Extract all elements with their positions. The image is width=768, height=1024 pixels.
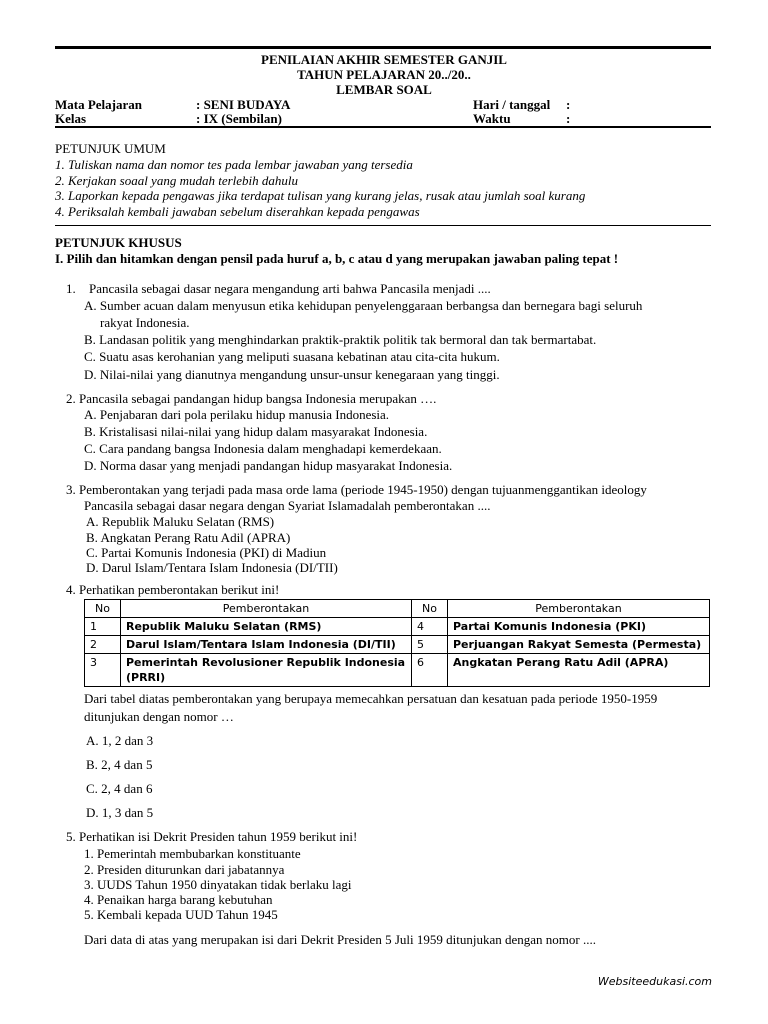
table-cell: 5 xyxy=(412,636,448,654)
table-cell: Republik Maluku Selatan (RMS) xyxy=(121,618,412,636)
option-c: C. 2, 4 dan 6 xyxy=(86,781,153,796)
day-value: : xyxy=(566,97,571,112)
general-heading: PETUNJUK UMUM xyxy=(55,141,166,156)
option-a: A. Republik Maluku Selatan (RMS) xyxy=(86,514,275,529)
option-a-continued: rakyat Indonesia. xyxy=(100,315,190,330)
question-4-follow-continued: ditunjukan dengan nomor … xyxy=(84,709,234,724)
option-b: B. Angkatan Perang Ratu Adil (APRA) xyxy=(86,530,291,545)
option-d: D. Norma dasar yang menjadi pandangan hidup masyarakat Indonesia. xyxy=(84,458,453,473)
general-item: 2. Kerjakan soaal yang mudah terlebih dahulu xyxy=(55,173,299,188)
exam-title: PENILAIAN AKHIR SEMESTER GANJIL xyxy=(261,52,507,67)
question-4-text: 4. Perhatikan pemberontakan berikut ini! xyxy=(66,582,280,597)
option-d: D. 1, 3 dan 5 xyxy=(86,805,154,820)
question-2-text: 2. Pancasila sebagai pandangan hidup bangsa Indonesia merupakan …. xyxy=(66,391,437,406)
table-row xyxy=(85,654,710,687)
question-5-text: 5. Perhatikan isi Dekrit Presiden tahun 1959 berikut ini! xyxy=(66,829,358,844)
question-number: 1. xyxy=(66,281,76,296)
option-d: D. Nilai-nilai yang dianutnya mengandung unsur-unsur kenegaraan yang tinggi. xyxy=(84,367,500,382)
option-a: A. Penjabaran dari pola perilaku hidup manusia Indonesia. xyxy=(84,407,390,422)
table-cell: Pemerintah Revolusioner Republik Indonesia (PRRI) xyxy=(121,654,412,687)
option-c: C. Suatu asas kerohanian yang meliputi suasana kebatinan atau cita-cita hukum. xyxy=(84,349,500,364)
website-footer: Websiteedukasi.com xyxy=(597,975,712,988)
question-1-text: Pancasila sebagai dasar negara mengandung arti bahwa Pancasila menjadi .... xyxy=(89,281,491,296)
table-cell: 4 xyxy=(412,618,448,636)
question-3-text-continued: Pancasila sebagai dasar negara dengan Syariat Islamadalah pemberontakan .... xyxy=(84,498,491,513)
question-4-follow: Dari tabel diatas pemberontakan yang berupaya memecahkan persatuan dan kesatuan pada periode 1950-1959 xyxy=(84,691,658,706)
list-item: 2. Presiden diturunkan dari jabatannya xyxy=(84,862,285,877)
special-heading: PETUNJUK KHUSUS xyxy=(55,235,182,250)
question-3-text: 3. Pemberontakan yang terjadi pada masa orde lama (periode 1945-1950) dengan tujuanmenggantikan ideology xyxy=(66,482,647,497)
option-a: A. Sumber acuan dalam menyusun etika kehidupan penyelenggaraan berbangsa dan bernegara bagi seluruh xyxy=(84,298,643,313)
list-item: 1. Pemerintah membubarkan konstituante xyxy=(84,846,301,861)
subject-label: Mata Pelajaran xyxy=(55,97,143,112)
table-row xyxy=(85,636,710,654)
table-cell: Partai Komunis Indonesia (PKI) xyxy=(448,618,710,636)
question-5-follow: Dari data di atas yang merupakan isi dari Dekrit Presiden 5 Juli 1959 ditunjukan dengan nomor .... xyxy=(84,932,596,947)
general-item: 4. Periksalah kembali jawaban sebelum diserahkan kepada pengawas xyxy=(55,204,420,219)
class-label: Kelas xyxy=(55,111,87,126)
academic-year: TAHUN PELAJARAN 20../20.. xyxy=(297,67,471,82)
general-item: 1. Tuliskan nama dan nomor tes pada lembar jawaban yang tersedia xyxy=(55,157,413,172)
table-header: No xyxy=(412,600,448,618)
time-value: : xyxy=(566,111,571,126)
list-item: 4. Penaikan harga barang kebutuhan xyxy=(84,892,273,907)
option-c: C. Cara pandang bangsa Indonesia dalam menghadapi kemerdekaan. xyxy=(84,441,442,456)
option-c: C. Partai Komunis Indonesia (PKI) di Madiun xyxy=(86,545,327,560)
table-cell: 6 xyxy=(412,654,448,687)
table-cell: 3 xyxy=(85,654,121,687)
subject-value: : SENI BUDAYA xyxy=(196,97,291,112)
table-row xyxy=(85,618,710,636)
list-item: 3. UUDS Tahun 1950 dinyatakan tidak berlaku lagi xyxy=(84,877,352,892)
table-header: No xyxy=(85,600,121,618)
table-cell: Angkatan Perang Ratu Adil (APRA) xyxy=(448,654,710,687)
table-header: Pemberontakan xyxy=(121,600,412,618)
general-item: 3. Laporkan kepada pengawas jika terdapat tulisan yang kurang jelas, rusak atau jumlah soal kurang xyxy=(55,188,586,203)
day-label: Hari / tanggal xyxy=(473,97,551,112)
list-item: 5. Kembali kepada UUD Tahun 1945 xyxy=(84,907,278,922)
option-b: B. Landasan politik yang menghindarkan praktik-praktik politik tak bermoral dan tak bermartabat. xyxy=(84,332,597,347)
table-header-row xyxy=(85,600,710,618)
time-label: Waktu xyxy=(473,111,511,126)
top-rule xyxy=(55,46,711,49)
table-cell: 2 xyxy=(85,636,121,654)
header-bottom-rule xyxy=(55,126,711,128)
special-instruction: I. Pilih dan hitamkan dengan pensil pada huruf a, b, c atau d yang merupakan jawaban paling tepat ! xyxy=(55,251,619,266)
option-b: B. 2, 4 dan 5 xyxy=(86,757,153,772)
class-value: : IX (Sembilan) xyxy=(196,111,282,126)
rebellion-table xyxy=(84,599,710,687)
section-divider xyxy=(55,225,711,226)
table-cell: 1 xyxy=(85,618,121,636)
option-d: D. Darul Islam/Tentara Islam Indonesia (DI/TII) xyxy=(86,560,338,575)
table-header: Pemberontakan xyxy=(448,600,710,618)
option-a: A. 1, 2 dan 3 xyxy=(86,733,154,748)
option-b: B. Kristalisasi nilai-nilai yang hidup dalam masyarakat Indonesia. xyxy=(84,424,428,439)
sheet-title: LEMBAR SOAL xyxy=(336,82,432,97)
table-cell: Perjuangan Rakyat Semesta (Permesta) xyxy=(448,636,710,654)
table-cell: Darul Islam/Tentara Islam Indonesia (DI/TII) xyxy=(121,636,412,654)
